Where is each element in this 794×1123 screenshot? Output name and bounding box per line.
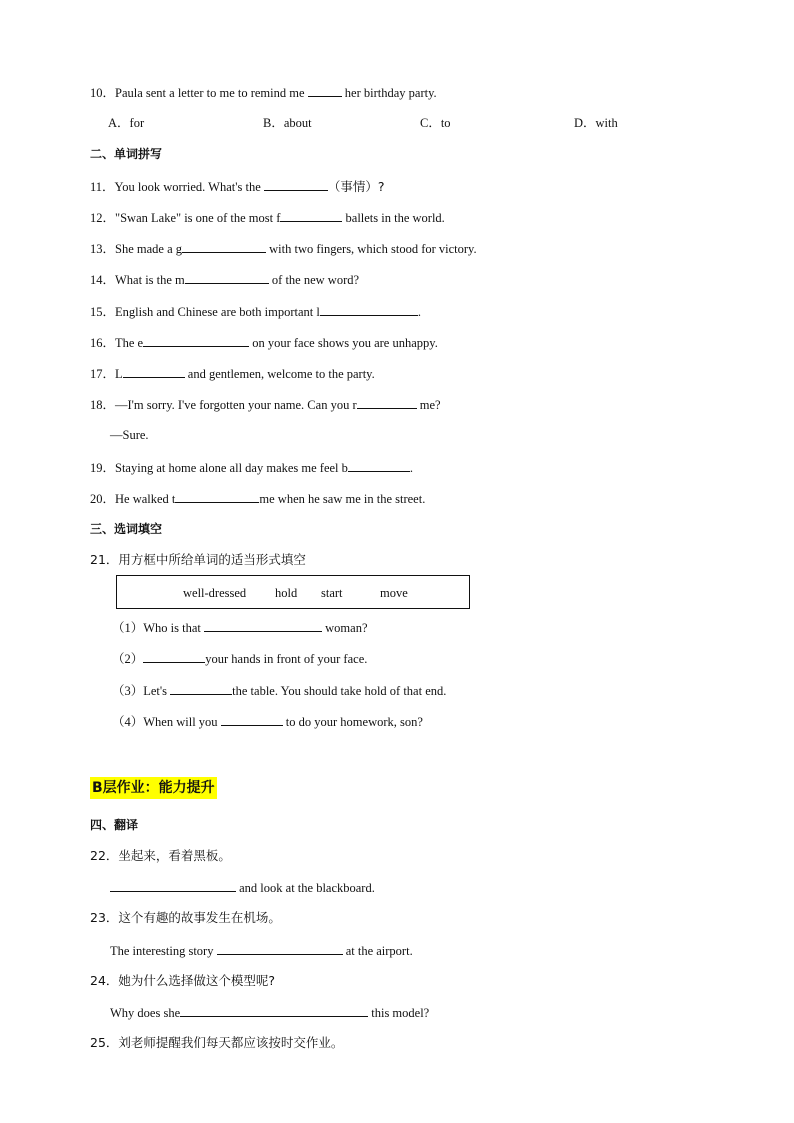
answer-blank[interactable] — [123, 365, 185, 378]
question-11: 11．You look worried. What's the （事情）? — [90, 179, 385, 194]
question-12: 12．"Swan Lake" is one of the most f ballets in the world. — [90, 211, 445, 225]
question-15: 15．English and Chinese are both important l . — [90, 305, 421, 319]
question-10: 10．Paula sent a letter to me to remind me her birthday party. — [90, 86, 437, 100]
answer-blank[interactable] — [264, 178, 328, 191]
answer-blank[interactable] — [180, 1004, 368, 1017]
question-14: 14．What is the m of the new word? — [90, 273, 360, 287]
question-18-reply: —Sure. — [110, 428, 149, 442]
question-13: 13．She made a g with two fingers, which stood for victory. — [90, 242, 477, 256]
answer-blank[interactable] — [185, 271, 269, 284]
word-option: move — [380, 586, 408, 600]
word-option: well-dressed — [183, 586, 247, 600]
answer-blank[interactable] — [217, 942, 343, 955]
section-b-title: B层作业：能力提升 — [90, 777, 217, 799]
question-21-item-1: （1）Who is that woman? — [112, 621, 368, 635]
answer-blank[interactable] — [204, 619, 322, 632]
question-22-prompt: 22．坐起来，看着黑板。 — [90, 848, 231, 863]
question-23-prompt: 23．这个有趣的故事发生在机场。 — [90, 910, 281, 925]
question-21-item-3: （3）Let's the table. You should take hold of that end. — [112, 684, 447, 698]
answer-blank[interactable] — [143, 650, 205, 663]
section-heading-spelling: 二、单词拼写 — [90, 147, 163, 161]
answer-blank[interactable] — [357, 396, 417, 409]
word-option: start — [321, 586, 343, 600]
answer-blank[interactable] — [170, 682, 232, 695]
question-21-item-2: （2） your hands in front of your face. — [112, 652, 368, 666]
question-16: 16．The e on your face shows you are unhappy. — [90, 336, 438, 350]
option-c[interactable]: C．to — [420, 116, 451, 130]
section-heading-translation: 四、翻译 — [90, 818, 139, 832]
question-20: 20．He walked t me when he saw me in the street. — [90, 492, 426, 506]
option-d[interactable]: D．with — [574, 116, 618, 130]
question-19: 19．Staying at home alone all day makes me feel b . — [90, 461, 414, 475]
question-21-item-4: （4）When will you to do your homework, son? — [112, 715, 423, 729]
word-box — [116, 575, 470, 609]
answer-blank[interactable] — [110, 879, 236, 892]
answer-blank[interactable] — [182, 240, 266, 253]
section-heading-word-choice: 三、选词填空 — [90, 522, 163, 536]
answer-blank[interactable] — [280, 209, 342, 222]
question-22-answer: and look at the blackboard. — [110, 879, 375, 896]
question-23-answer: The interesting story at the airport. — [110, 944, 413, 958]
option-a[interactable]: A．for — [108, 116, 145, 130]
answer-blank[interactable] — [221, 713, 283, 726]
answer-blank[interactable] — [143, 334, 249, 347]
question-24-prompt: 24．她为什么选择做这个模型呢? — [90, 973, 276, 988]
question-24-answer: Why does she this model? — [110, 1006, 430, 1020]
answer-blank[interactable] — [175, 490, 259, 503]
option-b[interactable]: B．about — [263, 116, 312, 130]
question-21-instruction: 21．用方框中所给单词的适当形式填空 — [90, 552, 306, 567]
answer-blank[interactable] — [348, 459, 410, 472]
question-18: 18．—I'm sorry. I've forgotten your name. Can you r me? — [90, 398, 441, 412]
word-option: hold — [275, 586, 298, 600]
answer-blank[interactable] — [320, 303, 418, 316]
question-25-prompt: 25．刘老师提醒我们每天都应该按时交作业。 — [90, 1035, 344, 1050]
answer-blank[interactable] — [308, 84, 342, 97]
question-17: 17．L and gentlemen, welcome to the party. — [90, 367, 375, 381]
